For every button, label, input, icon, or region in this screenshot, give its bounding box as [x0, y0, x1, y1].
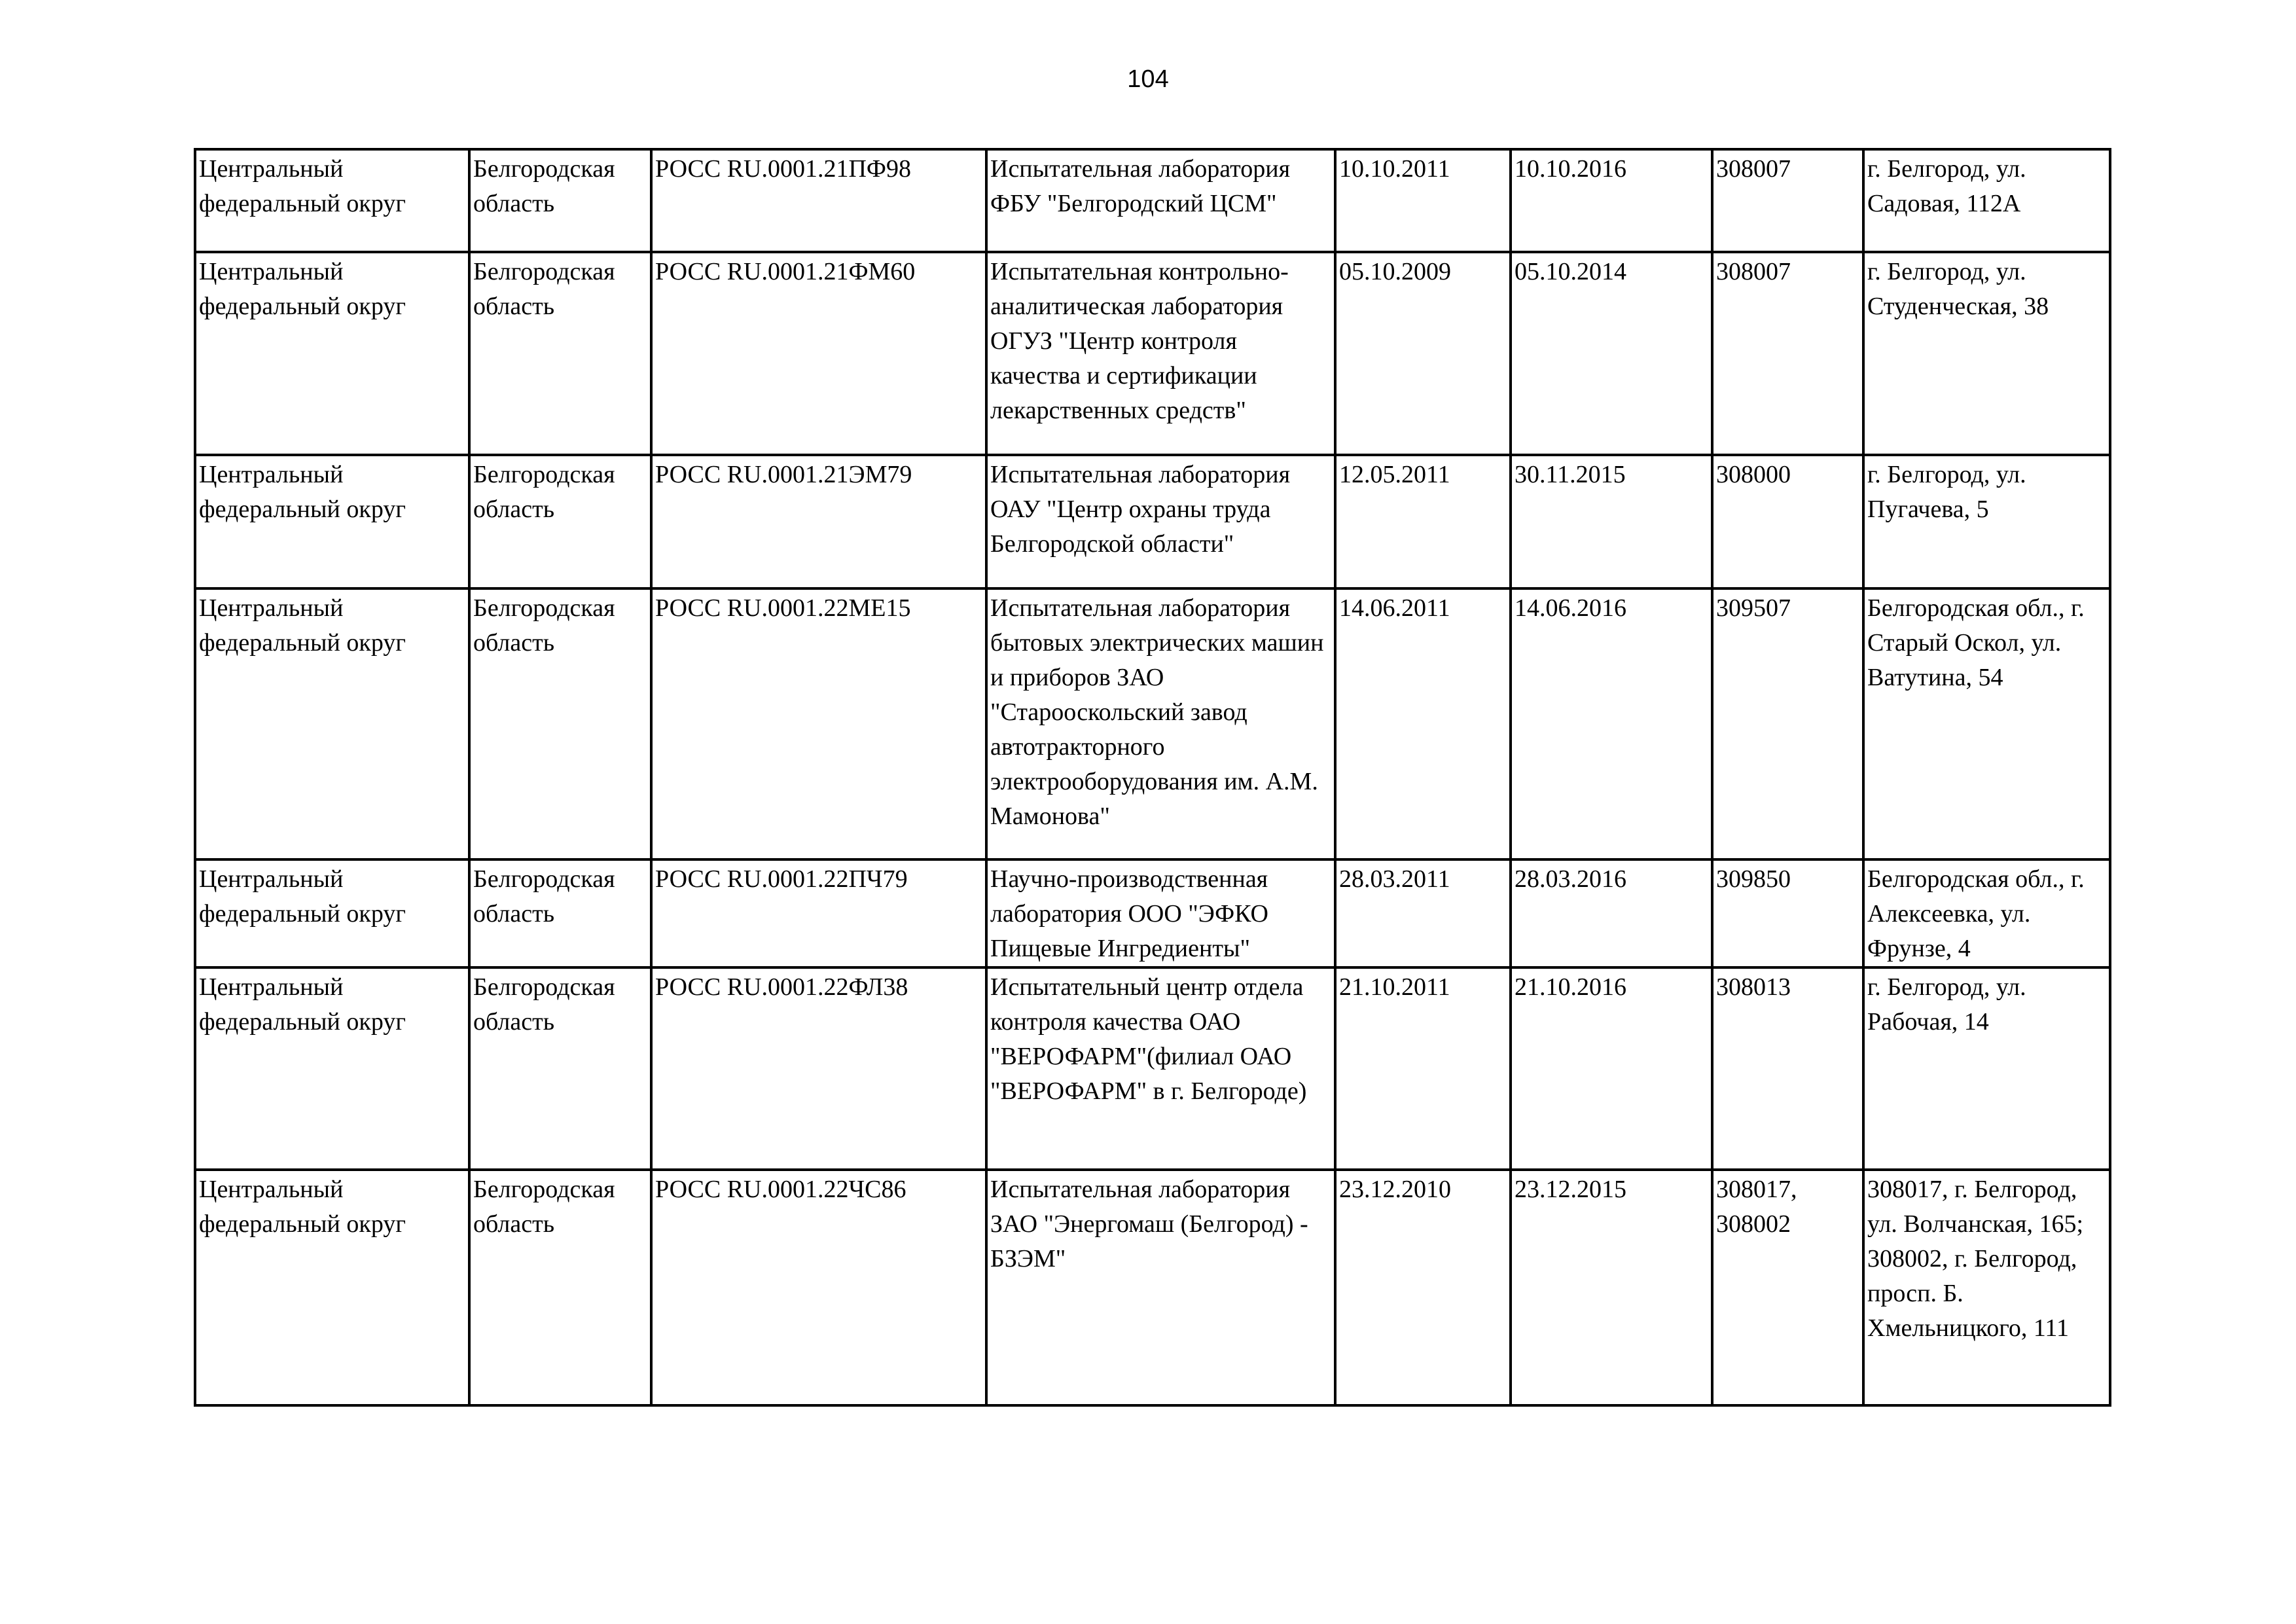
region-cell: Белгородская область [469, 1170, 651, 1405]
postal-code-cell: 308013 [1712, 967, 1863, 1170]
date-to-cell: 28.03.2016 [1511, 859, 1712, 967]
organization-cell: Испытательная контрольно-аналитическая лаборатория ОГУЗ "Центр контроля качества и сертификации лекарственных средств" [986, 252, 1335, 455]
district-cell: Центральный федеральный округ [195, 588, 469, 859]
table-row [195, 252, 2110, 455]
postal-code-cell: 308000 [1712, 455, 1863, 588]
organization-cell: Научно-производственная лаборатория ООО "ЭФКО Пищевые Ингредиенты" [986, 859, 1335, 967]
region-cell: Белгородская область [469, 455, 651, 588]
organization-cell: Испытательная лаборатория бытовых электрических машин и приборов ЗАО "Старооскольский завод автотракторного электрооборудования им. А.М. Мамонова" [986, 588, 1335, 859]
address-cell: г. Белгород, ул. Садовая, 112А [1863, 149, 2110, 252]
organization-cell: Испытательная лаборатория ФБУ "Белгородский ЦСМ" [986, 149, 1335, 252]
page-number: 104 [1127, 65, 1169, 93]
date-to-cell: 05.10.2014 [1511, 252, 1712, 455]
district-cell: Центральный федеральный округ [195, 967, 469, 1170]
date-from-cell: 21.10.2011 [1335, 967, 1511, 1170]
postal-code-cell: 308017, 308002 [1712, 1170, 1863, 1405]
date-to-cell: 23.12.2015 [1511, 1170, 1712, 1405]
postal-code-cell: 309507 [1712, 588, 1863, 859]
organization-cell: Испытательный центр отдела контроля качества ОАО "ВЕРОФАРМ"(филиал ОАО "ВЕРОФАРМ" в г. Белгороде) [986, 967, 1335, 1170]
date-from-cell: 23.12.2010 [1335, 1170, 1511, 1405]
district-cell: Центральный федеральный округ [195, 455, 469, 588]
date-to-cell: 30.11.2015 [1511, 455, 1712, 588]
registration-number-cell: РОСС RU.0001.21ФМ60 [651, 252, 986, 455]
postal-code-cell: 308007 [1712, 252, 1863, 455]
date-from-cell: 05.10.2009 [1335, 252, 1511, 455]
date-from-cell: 10.10.2011 [1335, 149, 1511, 252]
address-cell: г. Белгород, ул. Пугачева, 5 [1863, 455, 2110, 588]
address-cell: г. Белгород, ул. Рабочая, 14 [1863, 967, 2110, 1170]
district-cell: Центральный федеральный округ [195, 859, 469, 967]
region-cell: Белгородская область [469, 149, 651, 252]
postal-code-cell: 309850 [1712, 859, 1863, 967]
registration-number-cell: РОСС RU.0001.22МЕ15 [651, 588, 986, 859]
organization-cell: Испытательная лаборатория ЗАО "Энергомаш (Белгород) - БЗЭМ" [986, 1170, 1335, 1405]
registration-number-cell: РОСС RU.0001.22ПЧ79 [651, 859, 986, 967]
region-cell: Белгородская область [469, 967, 651, 1170]
registration-number-cell: РОСС RU.0001.21ПФ98 [651, 149, 986, 252]
address-cell: Белгородская обл., г. Алексеевка, ул. Фрунзе, 4 [1863, 859, 2110, 967]
registration-number-cell: РОСС RU.0001.22ФЛ38 [651, 967, 986, 1170]
date-to-cell: 14.06.2016 [1511, 588, 1712, 859]
table-row [195, 1170, 2110, 1405]
table-row [195, 149, 2110, 252]
date-to-cell: 21.10.2016 [1511, 967, 1712, 1170]
district-cell: Центральный федеральный округ [195, 149, 469, 252]
region-cell: Белгородская область [469, 252, 651, 455]
address-cell: г. Белгород, ул. Студенческая, 38 [1863, 252, 2110, 455]
region-cell: Белгородская область [469, 588, 651, 859]
registration-number-cell: РОСС RU.0001.21ЭМ79 [651, 455, 986, 588]
date-from-cell: 12.05.2011 [1335, 455, 1511, 588]
organization-cell: Испытательная лаборатория ОАУ "Центр охраны труда Белгородской области" [986, 455, 1335, 588]
table-row [195, 967, 2110, 1170]
date-to-cell: 10.10.2016 [1511, 149, 1712, 252]
postal-code-cell: 308007 [1712, 149, 1863, 252]
table-row [195, 588, 2110, 859]
address-cell: 308017, г. Белгород, ул. Волчанская, 165; 308002, г. Белгород, просп. Б. Хмельницкого, 111 [1863, 1170, 2110, 1405]
date-from-cell: 14.06.2011 [1335, 588, 1511, 859]
address-cell: Белгородская обл., г. Старый Оскол, ул. Ватутина, 54 [1863, 588, 2110, 859]
district-cell: Центральный федеральный округ [195, 1170, 469, 1405]
table-row [195, 859, 2110, 967]
date-from-cell: 28.03.2011 [1335, 859, 1511, 967]
registration-number-cell: РОСС RU.0001.22ЧС86 [651, 1170, 986, 1405]
table-row [195, 455, 2110, 588]
laboratory-registry-table [194, 148, 2111, 1407]
region-cell: Белгородская область [469, 859, 651, 967]
district-cell: Центральный федеральный округ [195, 252, 469, 455]
